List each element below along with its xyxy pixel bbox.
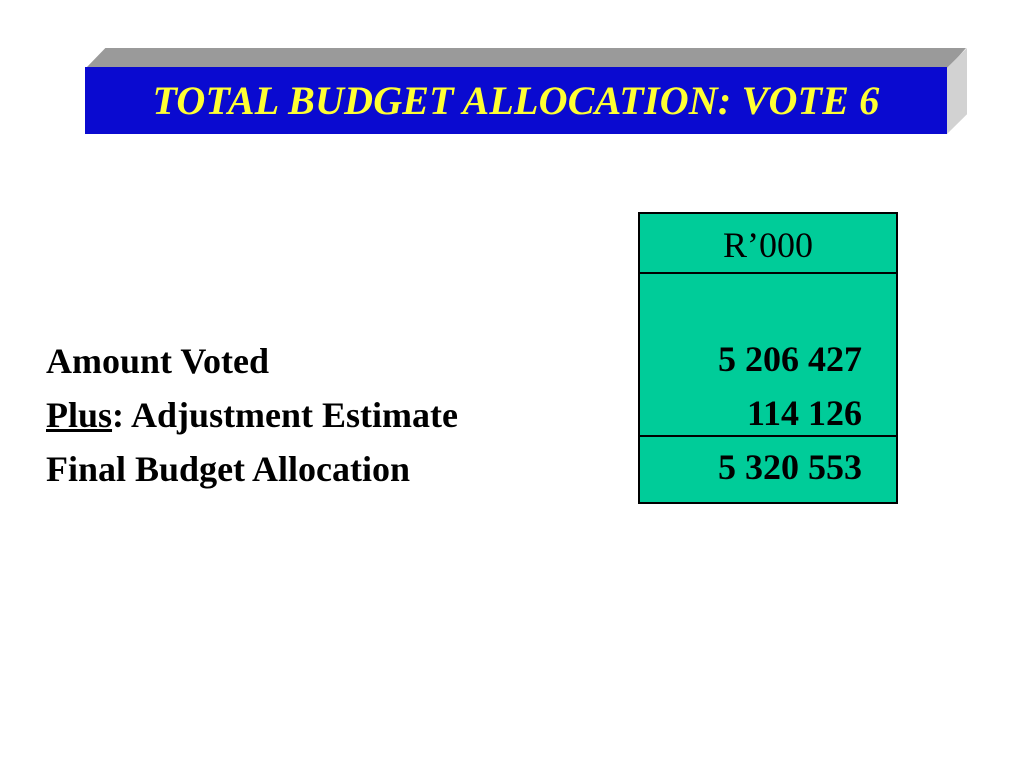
unit-header: R’000	[723, 225, 813, 265]
slide-title: TOTAL BUDGET ALLOCATION: VOTE 6	[152, 78, 880, 123]
row-labels	[46, 334, 458, 496]
label-text: Amount Voted	[46, 341, 270, 381]
value-amount-voted: 5 206 427	[718, 339, 862, 379]
label-prefix-plus: Plus	[46, 395, 113, 435]
value-final-budget-allocation: 5 320 553	[718, 447, 862, 487]
total-divider	[640, 435, 896, 437]
label-adjustment-estimate	[46, 388, 458, 442]
label-text: : Adjustment Estimate	[112, 395, 459, 435]
title-box-top-bevel	[86, 48, 966, 68]
title-box	[85, 67, 947, 134]
value-table	[638, 212, 898, 504]
label-final-budget-allocation	[46, 442, 458, 496]
header-divider	[640, 272, 896, 274]
label-amount-voted	[46, 334, 458, 388]
value-adjustment-estimate: 114 126	[746, 393, 862, 433]
label-text: Final Budget Allocation	[46, 449, 411, 489]
